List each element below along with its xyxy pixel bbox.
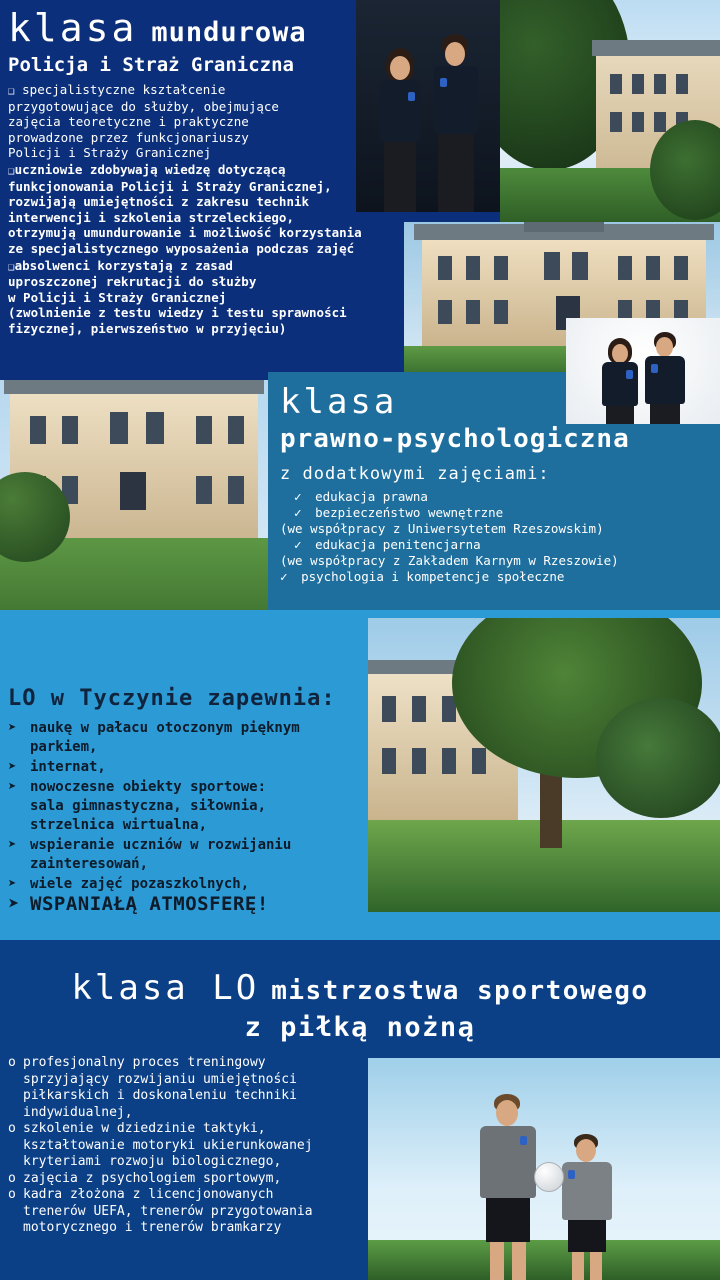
circle-bullet-icon: o [8, 1121, 16, 1136]
list-item-note: (we współpracy z Uniwersytetem Rzeszowskim) [280, 521, 604, 536]
list-item-label: naukę w pałacu otoczonym pięknym parkiem, [30, 720, 300, 755]
list-item [280, 489, 710, 505]
list-item [8, 719, 368, 757]
list-item [8, 1171, 388, 1188]
list-item-line: absolwenci korzystają z zasad [14, 257, 233, 273]
circle-bullet-icon: o [8, 1170, 16, 1186]
list-item [8, 875, 368, 894]
list-item [8, 258, 380, 337]
check-icon: ✓ [280, 569, 288, 584]
list-item-label: nowoczesne obiekty sportowe: sala gimnastyczna, siłownia, strzelnica wirtualna, [30, 779, 267, 833]
section3-title: LO w Tyczynie zapewnia: [8, 686, 336, 711]
arrow-icon: ➤ [8, 893, 20, 915]
list-item [280, 537, 710, 569]
circle-bullet-icon: o [8, 1187, 16, 1202]
student-figure-female [374, 48, 426, 212]
list-item-line: interwencji i szkolenia strzeleckiego, [8, 209, 294, 225]
arrow-icon: ➤ [8, 876, 17, 892]
section1-text-block [8, 6, 380, 338]
section1-title-accent: mundurowa [151, 17, 307, 48]
section2-title-accent: prawno-psychologiczna [280, 424, 630, 454]
check-icon: ✓ [294, 489, 302, 504]
list-item-label: wiele zajęć pozaszkolnych, [30, 876, 250, 892]
list-item-line: funkcjonowania Policji i Straży Granicznej, [8, 178, 332, 194]
list-item-line: uproszczonej rekrutacji do służby [8, 274, 257, 290]
arrow-icon: ➤ [8, 720, 17, 736]
list-item-label: edukacja prawna [315, 489, 428, 504]
list-item-line: specjalistyczne kształcenie [22, 82, 226, 97]
list-item-label: internat, [30, 759, 106, 775]
list-item-label: profesjonalny proces treningowy sprzyjający rozwijaniu umiejętności piłkarskich i doskonaleniu techniki indywidualnej, [23, 1055, 297, 1120]
list-item-line: (zwolnienie z testu wiedzy i testu sprawności [8, 305, 347, 321]
list-item-label: bezpieczeństwo wewnętrzne [315, 505, 504, 520]
list-item-label: WSPANIAŁĄ ATMOSFERĘ! [30, 893, 269, 915]
list-item-line: uczniowie zdobywają wiedzę dotyczącą [14, 161, 286, 177]
list-item [8, 82, 380, 161]
section4-heading [0, 940, 720, 1043]
list-item [8, 162, 380, 257]
student-figure-female [596, 338, 646, 424]
list-item-line: przygotowujące do służby, obejmujące [8, 98, 279, 114]
list-item-line: Policji i Straży Granicznej [8, 145, 212, 161]
section4-title-main: klasa LO [71, 968, 260, 1008]
section4-title-accent: mistrzostwa sportowego [271, 976, 649, 1006]
square-bullet-icon: ❑ [8, 163, 15, 177]
arrow-icon: ➤ [8, 759, 17, 775]
list-item [8, 1187, 388, 1237]
list-item [280, 569, 710, 585]
list-item [8, 758, 368, 777]
square-bullet-icon: ❑ [8, 84, 15, 97]
section1-subtitle: Policja i Straż Graniczna [8, 54, 294, 76]
circle-bullet-icon: o [8, 1055, 16, 1070]
football-ball-icon [534, 1162, 564, 1192]
list-item [8, 1121, 388, 1171]
list-item-line: otrzymują umundurowanie i możliwość korzystania [8, 225, 362, 241]
section1-bullet-list [8, 82, 380, 337]
section4-item-list [8, 1055, 388, 1237]
section2-lead: z dodatkowymi zajęciami: [280, 464, 550, 484]
arrow-icon: ➤ [8, 837, 17, 853]
list-item-line: w Policji i Straży Granicznej [8, 289, 227, 305]
section2-item-list [280, 489, 710, 585]
list-item-label: edukacja penitencjarna [315, 537, 481, 552]
list-item-label: kadra złożona z licencjonowanych trenerów UEFA, trenerów przygotowania motorycznego i trenerów bramkarzy [23, 1187, 313, 1235]
list-item-note: (we współpracy z Zakładem Karnym w Rzeszowie) [280, 553, 619, 568]
list-item-line: zajęcia teoretyczne i praktyczne [8, 114, 249, 130]
list-item [8, 895, 368, 914]
section1-title-main: klasa [8, 6, 138, 50]
photo-students-uniform-1 [356, 0, 500, 212]
list-item-line: fizycznej, pierwszeństwo w przyjęciu) [8, 320, 287, 336]
player-figure-short [550, 1134, 626, 1280]
photo-palace-wing-1 [500, 0, 720, 222]
list-item [8, 778, 368, 835]
section3-item-list [8, 719, 368, 914]
section4-title-line2: z piłką nożną [244, 1012, 476, 1043]
student-figure-male [640, 332, 694, 424]
square-bullet-icon: ❑ [8, 259, 15, 273]
list-item-line: prowadzone przez funkcjonariuszy [8, 129, 249, 145]
list-item [280, 505, 710, 537]
list-item-label: psychologia i kompetencje społeczne [301, 569, 565, 584]
check-icon: ✓ [294, 537, 302, 552]
photo-park-tree [368, 618, 720, 912]
list-item-line: rozwijają umiejętności z zakresu technik [8, 194, 310, 210]
list-item-label: wspieranie uczniów w rozwijaniu zainteresowań, [30, 837, 292, 872]
list-item [8, 836, 368, 874]
check-icon: ✓ [294, 505, 302, 520]
section3-text-block [8, 686, 368, 915]
section2-title-main: klasa [280, 382, 398, 422]
list-item-label: zajęcia z psychologiem sportowym, [23, 1170, 282, 1186]
list-item-label: szkolenie w dziedzinie taktyki, kształtowanie motoryki ukierunkowanej kryteriami rozwoju biologicznego, [23, 1121, 313, 1169]
list-item-line: ze specjalistycznego wyposażenia podczas zajęć [8, 240, 355, 256]
list-item [8, 1055, 388, 1121]
student-figure-male [426, 34, 484, 212]
arrow-icon: ➤ [8, 779, 17, 795]
photo-football-players [368, 1058, 720, 1280]
photo-students-uniform-2 [566, 318, 720, 424]
